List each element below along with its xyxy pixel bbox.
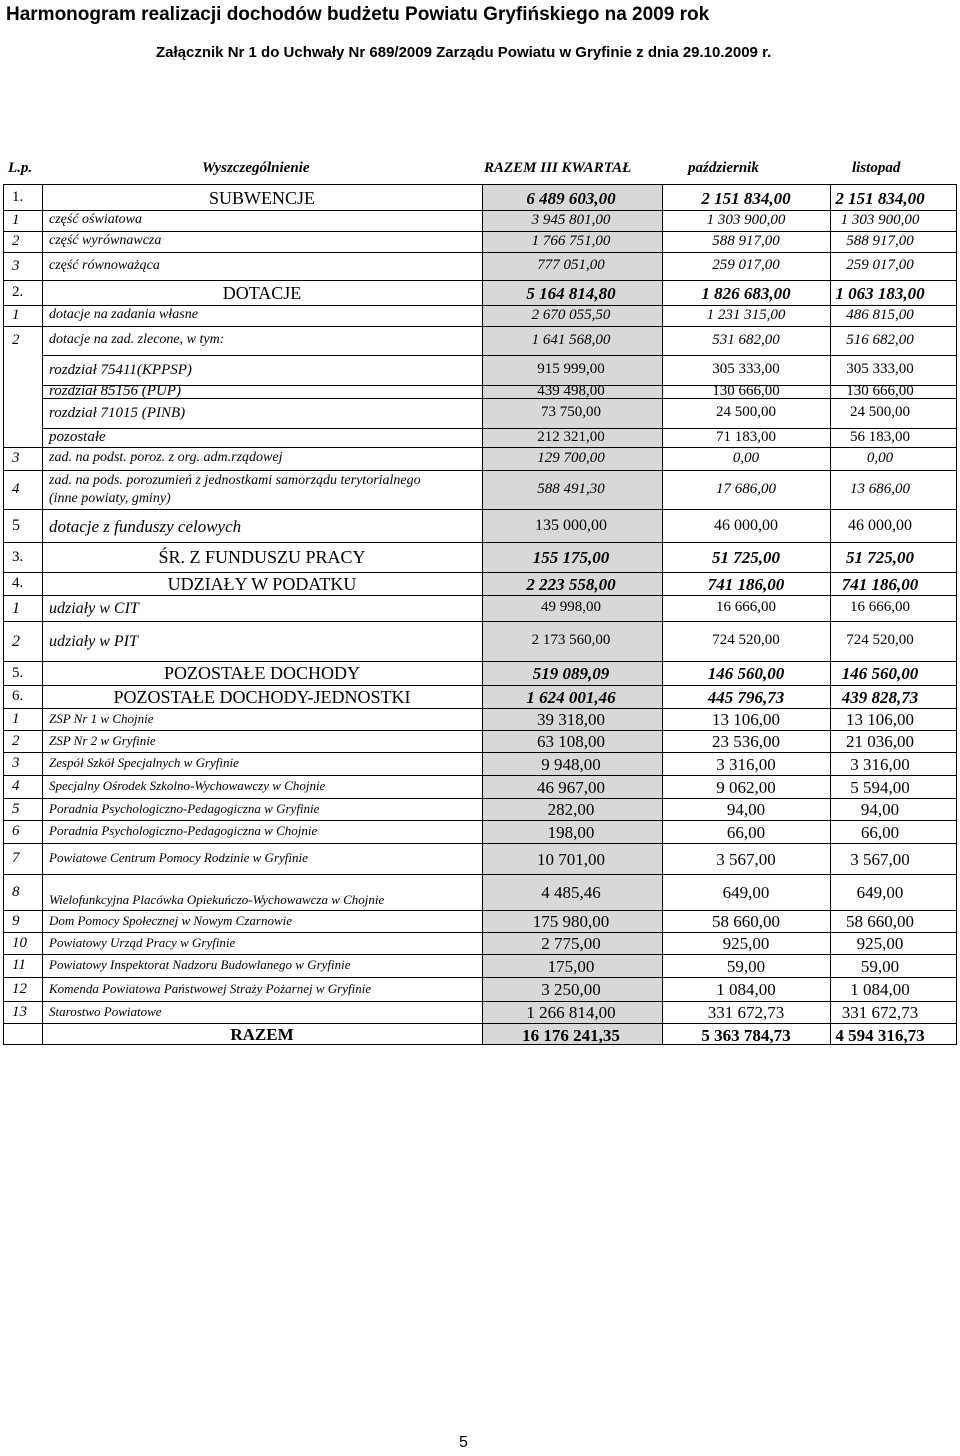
row-description: część równoważąca <box>49 257 160 273</box>
quarter-total-value: 915 999,00 <box>537 361 605 377</box>
table-row <box>4 428 956 447</box>
quarter-total-value: 16 176 241,35 <box>522 1025 620 1045</box>
row-lp: 2 <box>12 332 20 348</box>
november-value: 259 017,00 <box>846 257 914 273</box>
row-description: zad. na pods. porozumień z jednostkami samorządu terytorialnego <box>49 473 421 488</box>
row-description: Specjalny Ośrodek Szkolno-Wychowawczy w Chojnie <box>49 778 326 793</box>
row-description: Dom Pomocy Społecznej w Nowym Czarnowie <box>49 912 293 928</box>
october-value: 0,00 <box>732 449 760 466</box>
table-row <box>4 954 956 977</box>
row-description: Wielofunkcyjna Placówka Opiekuńczo-Wychowawcza w Chojnie <box>49 892 385 907</box>
october-value: 1 303 900,00 <box>706 211 786 228</box>
table-row <box>4 843 956 874</box>
october-value: 24 500,00 <box>716 404 776 420</box>
quarter-total-value: 519 089,09 <box>532 664 610 683</box>
table-row <box>4 977 956 1001</box>
november-value: 94,00 <box>860 800 900 819</box>
november-value: 724 520,00 <box>846 632 914 648</box>
header-quarter-total: RAZEM III KWARTAŁ <box>484 160 632 176</box>
quarter-total-value: 73 750,00 <box>541 404 601 420</box>
october-value: 46 000,00 <box>714 516 778 534</box>
november-value: 1 084,00 <box>850 980 910 999</box>
november-value: 46 000,00 <box>848 516 912 534</box>
november-value: 4 594 316,73 <box>835 1025 925 1045</box>
quarter-total-value: 2 173 560,00 <box>531 632 611 648</box>
row-lp: 13 <box>12 1003 27 1020</box>
october-value: 1 231 315,00 <box>706 306 786 323</box>
header-lp: L.p. <box>8 160 33 176</box>
october-value: 13 106,00 <box>712 710 780 729</box>
november-value: 331 672,73 <box>841 1003 919 1022</box>
november-value: 1 303 900,00 <box>840 211 920 228</box>
table-row <box>4 820 956 843</box>
november-value: 16 666,00 <box>850 599 910 615</box>
october-value: 724 520,00 <box>712 632 780 648</box>
november-value: 741 186,00 <box>841 574 919 594</box>
row-description: Starostwo Powiatowe <box>49 1003 162 1019</box>
quarter-total-value: 198,00 <box>547 822 595 842</box>
november-value: 486 815,00 <box>846 306 914 323</box>
october-value: 3 567,00 <box>716 849 776 869</box>
quarter-total-value: 46 967,00 <box>537 777 605 797</box>
row-description: RAZEM <box>230 1025 294 1044</box>
row-lp: 5 <box>12 800 20 817</box>
november-value: 588 917,00 <box>846 232 914 249</box>
row-lp: 4 <box>12 778 20 794</box>
row-description: Poradnia Psychologiczno-Pedagogiczna w Chojnie <box>49 823 318 838</box>
table-row <box>4 910 956 932</box>
table-row <box>4 326 956 355</box>
november-value: 305 333,00 <box>846 361 914 377</box>
row-description: Poradnia Psychologiczno-Pedagogiczna w Gryfinie <box>49 800 320 816</box>
quarter-total-value: 1 641 568,00 <box>531 331 611 348</box>
table-row <box>4 730 956 752</box>
row-description: Powiatowy Inspektorat Nadzoru Budowlanego w Gryfinie <box>49 957 351 972</box>
quarter-total-value: 588 491,30 <box>537 480 605 497</box>
october-value: 17 686,00 <box>716 480 776 497</box>
table-row <box>4 509 956 542</box>
october-value: 3 316,00 <box>716 754 776 774</box>
october-value: 649,00 <box>722 883 770 902</box>
quarter-total-value: 3 945 801,00 <box>531 211 611 228</box>
table-row <box>4 572 956 595</box>
quarter-total-value: 155 175,00 <box>532 548 610 567</box>
november-value: 130 666,00 <box>846 382 914 399</box>
table-row <box>4 185 956 210</box>
table-row <box>4 470 956 509</box>
row-description: rozdział 71015 (PINB) <box>49 404 186 421</box>
table-row <box>4 1001 956 1023</box>
table-row <box>4 398 956 428</box>
row-description: Powiatowe Centrum Pomocy Rodzinie w Gryfinie <box>49 850 308 865</box>
october-value: 259 017,00 <box>712 257 780 273</box>
row-lp: 7 <box>12 850 20 866</box>
october-value: 59,00 <box>726 956 766 976</box>
november-value: 58 660,00 <box>846 912 914 931</box>
row-lp: 9 <box>12 912 20 929</box>
row-lp: 1 <box>12 307 20 323</box>
header-november: listopad <box>852 160 901 176</box>
row-lp: 2 <box>12 632 20 650</box>
row-description: ŚR. Z FUNDUSZU PRACY <box>158 547 366 567</box>
table-row <box>4 305 956 326</box>
quarter-total-value: 439 498,00 <box>537 382 605 399</box>
table-row <box>4 621 956 661</box>
quarter-total-value: 135 000,00 <box>535 516 607 534</box>
october-value: 531 682,00 <box>712 331 780 348</box>
quarter-total-value: 1 624 001,46 <box>526 687 616 707</box>
quarter-total-value: 6 489 603,00 <box>526 188 616 208</box>
table-row <box>4 595 956 621</box>
row-lp: 1 <box>12 710 20 727</box>
row-description: Zespół Szkół Specjalnych w Gryfinie <box>49 755 239 770</box>
table-row <box>4 798 956 820</box>
november-value: 925,00 <box>856 934 904 953</box>
table-row <box>4 447 956 470</box>
november-value: 516 682,00 <box>846 331 914 348</box>
header-october: październik <box>688 160 759 176</box>
table-row <box>4 775 956 798</box>
october-value: 1 084,00 <box>716 980 776 999</box>
october-value: 94,00 <box>726 800 766 819</box>
row-description-continued: (inne powiaty, gminy) <box>49 492 171 506</box>
row-description: dotacje z funduszy celowych <box>49 517 242 536</box>
november-value: 0,00 <box>866 449 894 466</box>
header-description: Wyszczególnienie <box>202 160 310 176</box>
row-lp: 2 <box>12 732 20 749</box>
table-row <box>4 752 956 775</box>
row-lp: 3 <box>12 450 20 466</box>
table-row <box>4 685 956 708</box>
row-description: część wyrównawcza <box>49 233 162 248</box>
row-lp: 6. <box>12 688 24 704</box>
table-row <box>4 280 956 305</box>
october-value: 58 660,00 <box>712 912 780 931</box>
row-description: POZOSTAŁE DOCHODY-JEDNOSTKI <box>113 686 411 707</box>
row-lp: 1. <box>12 189 24 205</box>
november-value: 13 106,00 <box>846 710 914 729</box>
quarter-total-value: 3 250,00 <box>541 980 601 999</box>
row-description: SUBWENCJE <box>208 187 315 208</box>
row-description: UDZIAŁY W PODATKU <box>167 573 357 594</box>
quarter-total-value: 1 266 814,00 <box>526 1003 616 1022</box>
november-value: 59,00 <box>860 956 900 976</box>
row-lp: 1 <box>12 599 20 617</box>
row-description: część oświatowa <box>49 212 142 227</box>
row-lp: 2. <box>12 284 24 300</box>
november-value: 66,00 <box>860 822 900 842</box>
row-description: udziały w PIT <box>49 632 138 650</box>
table-row <box>4 1023 956 1046</box>
row-lp: 12 <box>12 980 27 997</box>
quarter-total-value: 175,00 <box>547 956 595 976</box>
quarter-total-value: 777 051,00 <box>537 257 605 273</box>
row-lp: 10 <box>12 934 27 951</box>
october-value: 23 536,00 <box>712 732 780 751</box>
november-value: 1 063 183,00 <box>835 283 925 303</box>
row-description: rozdział 85156 (PUP) <box>49 383 181 399</box>
row-description: pozostałe <box>49 429 106 445</box>
table-row <box>4 874 956 910</box>
row-lp: 3 <box>12 257 20 274</box>
october-value: 146 560,00 <box>707 664 785 683</box>
october-value: 741 186,00 <box>707 574 785 594</box>
october-value: 925,00 <box>722 934 770 953</box>
quarter-total-value: 212 321,00 <box>537 428 605 445</box>
table-row <box>4 932 956 954</box>
quarter-total-value: 175 980,00 <box>532 912 610 931</box>
table-row <box>4 210 956 231</box>
row-description: Powiatowy Urząd Pracy w Gryfinie <box>49 934 236 950</box>
quarter-total-value: 10 701,00 <box>537 849 605 869</box>
row-lp: 4. <box>12 575 24 591</box>
row-description: dotacje na zad. zlecone, w tym: <box>49 332 225 347</box>
november-value: 3 316,00 <box>850 754 910 774</box>
revenue-table <box>3 184 957 1045</box>
quarter-total-value: 129 700,00 <box>537 449 605 466</box>
row-lp: 3 <box>12 755 20 771</box>
row-lp: 3. <box>12 548 24 565</box>
row-lp: 8 <box>12 883 20 900</box>
table-row <box>4 661 956 685</box>
october-value: 445 796,73 <box>707 687 785 707</box>
november-value: 13 686,00 <box>850 480 910 497</box>
november-value: 649,00 <box>856 883 904 902</box>
table-row <box>4 708 956 730</box>
quarter-total-value: 39 318,00 <box>537 710 605 729</box>
october-value: 2 151 834,00 <box>701 188 791 208</box>
quarter-total-value: 4 485,46 <box>541 883 601 902</box>
quarter-total-value: 63 108,00 <box>537 732 605 751</box>
document-title: Harmonogram realizacji dochodów budżetu Powiatu Gryfińskiego na 2009 rok <box>6 4 710 25</box>
page-number: 5 <box>459 1434 468 1451</box>
row-lp: 5. <box>12 664 24 681</box>
table-row <box>4 252 956 280</box>
november-value: 3 567,00 <box>850 849 910 869</box>
october-value: 16 666,00 <box>716 599 776 615</box>
row-description: ZSP Nr 1 w Chojnie <box>49 710 154 726</box>
row-description: dotacje na zadania własne <box>49 307 198 322</box>
november-value: 21 036,00 <box>846 732 914 751</box>
table-row <box>4 355 956 385</box>
november-value: 24 500,00 <box>850 404 910 420</box>
row-description: Komenda Powiatowa Państwowej Straży Pożarnej w Gryfinie <box>49 980 372 996</box>
november-value: 439 828,73 <box>841 687 919 707</box>
row-lp: 4 <box>12 481 20 497</box>
table-row <box>4 382 956 399</box>
row-lp: 2 <box>12 233 20 249</box>
october-value: 5 363 784,73 <box>701 1025 791 1045</box>
quarter-total-value: 2 670 055,50 <box>531 306 611 323</box>
october-value: 1 826 683,00 <box>701 283 791 303</box>
october-value: 51 725,00 <box>712 548 780 567</box>
quarter-total-value: 282,00 <box>547 800 595 819</box>
row-description: DOTACJE <box>222 282 302 303</box>
october-value: 71 183,00 <box>716 428 776 445</box>
row-lp: 6 <box>12 823 20 839</box>
october-value: 331 672,73 <box>707 1003 785 1022</box>
quarter-total-value: 49 998,00 <box>541 599 601 615</box>
table-row <box>4 542 956 572</box>
row-description: ZSP Nr 2 w Gryfinie <box>49 732 156 748</box>
october-value: 130 666,00 <box>712 382 780 399</box>
quarter-total-value: 5 164 814,80 <box>526 283 616 303</box>
row-description: POZOSTAŁE DOCHODY <box>163 663 361 683</box>
november-value: 56 183,00 <box>850 428 910 445</box>
october-value: 305 333,00 <box>712 361 780 377</box>
november-value: 2 151 834,00 <box>835 188 925 208</box>
october-value: 588 917,00 <box>712 232 780 249</box>
october-value: 66,00 <box>726 822 766 842</box>
table-row <box>4 231 956 252</box>
row-lp: 1 <box>12 212 20 228</box>
row-description: rozdział 75411(KPPSP) <box>49 361 192 378</box>
row-description: zad. na podst. poroz. z org. adm.rządowej <box>49 450 283 465</box>
document-subtitle: Załącznik Nr 1 do Uchwały Nr 689/2009 Zarządu Powiatu w Gryfinie z dnia 29.10.2009 r. <box>156 44 772 61</box>
row-lp: 11 <box>12 957 26 973</box>
november-value: 51 725,00 <box>846 548 914 567</box>
quarter-total-value: 2 223 558,00 <box>526 574 616 594</box>
quarter-total-value: 2 775,00 <box>541 934 601 953</box>
row-description: udziały w CIT <box>49 599 139 617</box>
row-lp: 5 <box>12 517 20 534</box>
november-value: 146 560,00 <box>841 664 919 683</box>
quarter-total-value: 1 766 751,00 <box>531 232 611 249</box>
october-value: 9 062,00 <box>716 777 776 797</box>
november-value: 5 594,00 <box>850 777 910 797</box>
quarter-total-value: 9 948,00 <box>541 754 601 774</box>
